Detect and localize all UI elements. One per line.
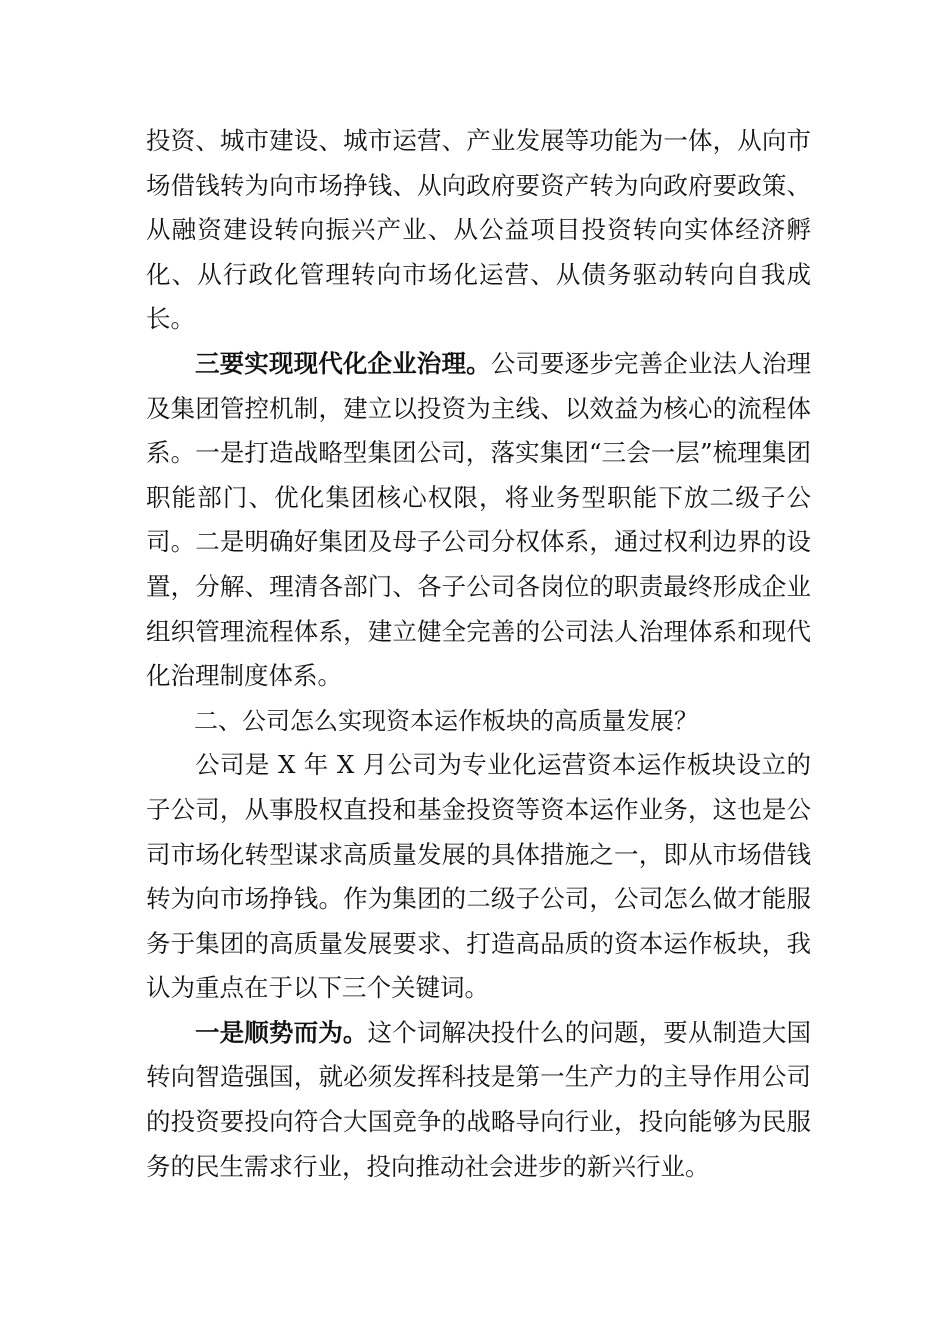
paragraph-lead: 一是顺势而为。 [195, 1017, 368, 1047]
paragraph-subsidiary-intro [146, 743, 811, 1011]
paragraph-continuation [146, 119, 811, 342]
paragraph-text: 公司要逐步完善企业法人治理及集团管控机制，建立以投资为主线、以效益为核心的流程体系。一是打造战略型集团公司，落实集团“三会一层”梳理集团职能部门、优化集团核心权限，将业务型职能下放二级子公司。二是明确好集团及母子公司分权体系，通过权利边界的设置，分解、理清各部门、各子公司各岗位的职责最终形成企业组织管理流程体系，建立健全完善的公司法人治理体系和现代化治理制度体系。 [146, 348, 811, 691]
paragraph-text: 这个词解决投什么的问题，要从制造大国转向智造强国，就必须发挥科技是第一生产力的主导作用公司的投资要投向符合大国竞争的战略导向行业，投向能够为民服务的民生需求行业，投向推动社会进步的新兴行业。 [146, 1017, 812, 1181]
section-heading: 二、公司怎么实现资本运作板块的高质量发展？ [194, 706, 698, 735]
paragraph-lead: 三要实现现代化企业治理。 [195, 348, 491, 378]
paragraph-keyword-one [146, 1011, 811, 1189]
paragraph-text: 公司是 X 年 X 月公司为专业化运营资本运作板块设立的子公司，从事股权直投和基金投资等资本运作业务，这也是公司市场化转型谋求高质量发展的具体措施之一，即从市场借钱转为向市场挣钱。作为集团的二级子公司，公司怎么做才能服务于集团的高质量发展要求、打造高品质的资本运作板块，我认为重点在于以下三个关键词。 [146, 750, 811, 1003]
paragraph-governance [146, 342, 811, 699]
paragraph-text: 投资、城市建设、城市运营、产业发展等功能为一体，从向市场借钱转为向市场挣钱、从向政府要资产转为向政府要政策、从融资建设转向振兴产业、从公益项目投资转向实体经济孵化、从行政化管理转向市场化运营、从债务驱动转向自我成长。 [146, 126, 811, 334]
document-body [146, 119, 811, 1189]
